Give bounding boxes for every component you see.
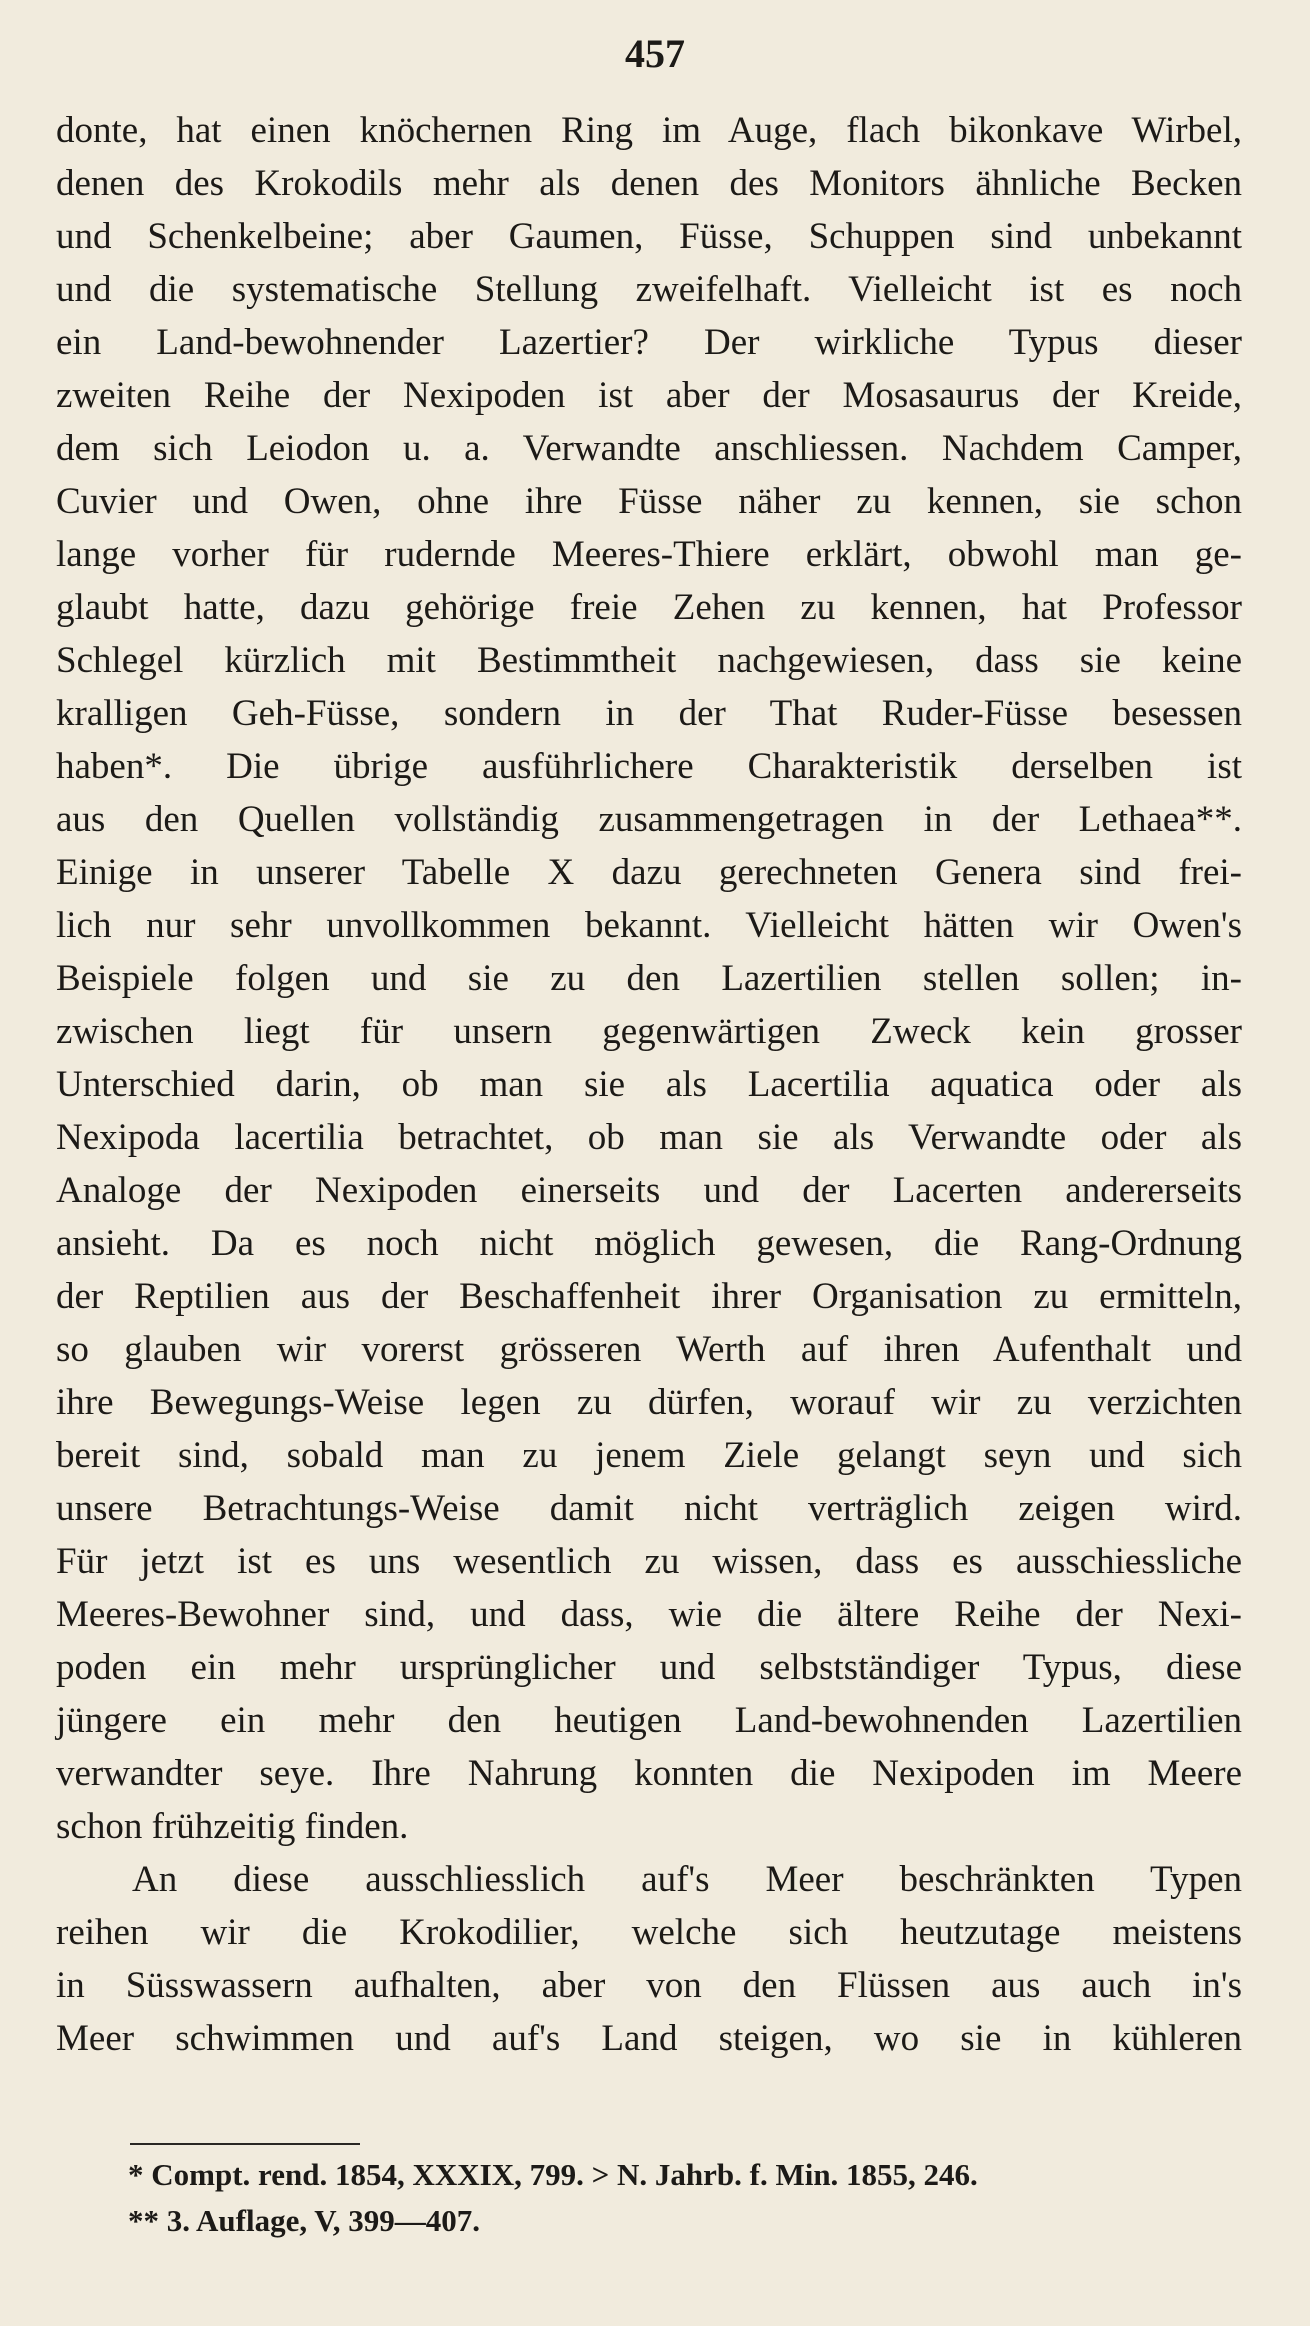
text-line-paragraph-start: An diese ausschliesslich auf's Meer beschränkten Typen [132, 1859, 1242, 1900]
text-line: denen des Krokodils mehr als denen des Monitors ähnliche Becken [56, 163, 1242, 204]
text-line-paragraph-end: schon frühzeitig finden. [56, 1806, 409, 1847]
text-line: Nexipoda lacertilia betrachtet, ob man sie als Verwandte oder als [56, 1117, 1242, 1158]
text-line: unsere Betrachtungs-Weise damit nicht verträglich zeigen wird. [56, 1488, 1242, 1529]
text-line: der Reptilien aus der Beschaffenheit ihrer Organisation zu ermitteln, [56, 1276, 1242, 1317]
text-line: zwischen liegt für unsern gegenwärtigen Zweck kein grosser [56, 1011, 1242, 1052]
text-line: Für jetzt ist es uns wesentlich zu wissen, dass es ausschiessliche [56, 1541, 1242, 1582]
text-line: poden ein mehr ursprünglicher und selbstständiger Typus, diese [56, 1647, 1242, 1688]
footnotes [128, 2152, 1228, 2244]
text-line: Analoge der Nexipoden einerseits und der Lacerten andererseits [56, 1170, 1242, 1211]
text-line: reihen wir die Krokodilier, welche sich heutzutage meistens [56, 1912, 1242, 1953]
footnote-rule [130, 2143, 360, 2145]
page-number: 457 [625, 31, 685, 76]
text-line: zweiten Reihe der Nexipoden ist aber der Mosasaurus der Kreide, [56, 375, 1242, 416]
text-line: Cuvier und Owen, ohne ihre Füsse näher zu kennen, sie schon [56, 481, 1242, 522]
text-line: Einige in unserer Tabelle X dazu gerechneten Genera sind frei- [56, 852, 1242, 893]
text-line: aus den Quellen vollständig zusammengetragen in der Lethaea**. [56, 799, 1242, 840]
text-line: ein Land-bewohnender Lazertier? Der wirkliche Typus dieser [56, 322, 1242, 363]
text-line: lange vorher für rudernde Meeres-Thiere erklärt, obwohl man ge- [56, 534, 1242, 575]
footnote-1: * Compt. rend. 1854, XXXIX, 799. > N. Jahrb. f. Min. 1855, 246. [128, 2157, 978, 2192]
text-line: Meeres-Bewohner sind, und dass, wie die ältere Reihe der Nexi- [56, 1594, 1242, 1635]
text-line: bereit sind, sobald man zu jenem Ziele gelangt seyn und sich [56, 1435, 1242, 1476]
text-line: donte, hat einen knöchernen Ring im Auge, flach bikonkave Wirbel, [56, 110, 1242, 151]
text-line: dem sich Leiodon u. a. Verwandte anschliessen. Nachdem Camper, [56, 428, 1242, 469]
text-line: Schlegel kürzlich mit Bestimmtheit nachgewiesen, dass sie keine [56, 640, 1242, 681]
footnote-2: ** 3. Auflage, V, 399—407. [128, 2203, 480, 2238]
body-text [56, 104, 1242, 2065]
text-line: verwandter seye. Ihre Nahrung konnten die Nexipoden im Meere [56, 1753, 1242, 1794]
text-line: ansieht. Da es noch nicht möglich gewesen, die Rang-Ordnung [56, 1223, 1242, 1264]
text-line: so glauben wir vorerst grösseren Werth auf ihren Aufenthalt und [56, 1329, 1242, 1370]
text-line: Meer schwimmen und auf's Land steigen, wo sie in kühleren [56, 2018, 1242, 2059]
text-line: glaubt hatte, dazu gehörige freie Zehen zu kennen, hat Professor [56, 587, 1242, 628]
text-line: in Süsswassern aufhalten, aber von den Flüssen aus auch in's [56, 1965, 1242, 2006]
text-line: jüngere ein mehr den heutigen Land-bewohnenden Lazertilien [56, 1700, 1242, 1741]
text-line: haben*. Die übrige ausführlichere Charakteristik derselben ist [56, 746, 1242, 787]
text-line: Unterschied darin, ob man sie als Lacertilia aquatica oder als [56, 1064, 1242, 1105]
text-line: lich nur sehr unvollkommen bekannt. Vielleicht hätten wir Owen's [56, 905, 1242, 946]
text-line: und die systematische Stellung zweifelhaft. Vielleicht ist es noch [56, 269, 1242, 310]
text-line: kralligen Geh-Füsse, sondern in der That Ruder-Füsse besessen [56, 693, 1242, 734]
text-line: ihre Bewegungs-Weise legen zu dürfen, worauf wir zu verzichten [56, 1382, 1242, 1423]
text-line: und Schenkelbeine; aber Gaumen, Füsse, Schuppen sind unbekannt [56, 216, 1242, 257]
text-line: Beispiele folgen und sie zu den Lazertilien stellen sollen; in- [56, 958, 1242, 999]
